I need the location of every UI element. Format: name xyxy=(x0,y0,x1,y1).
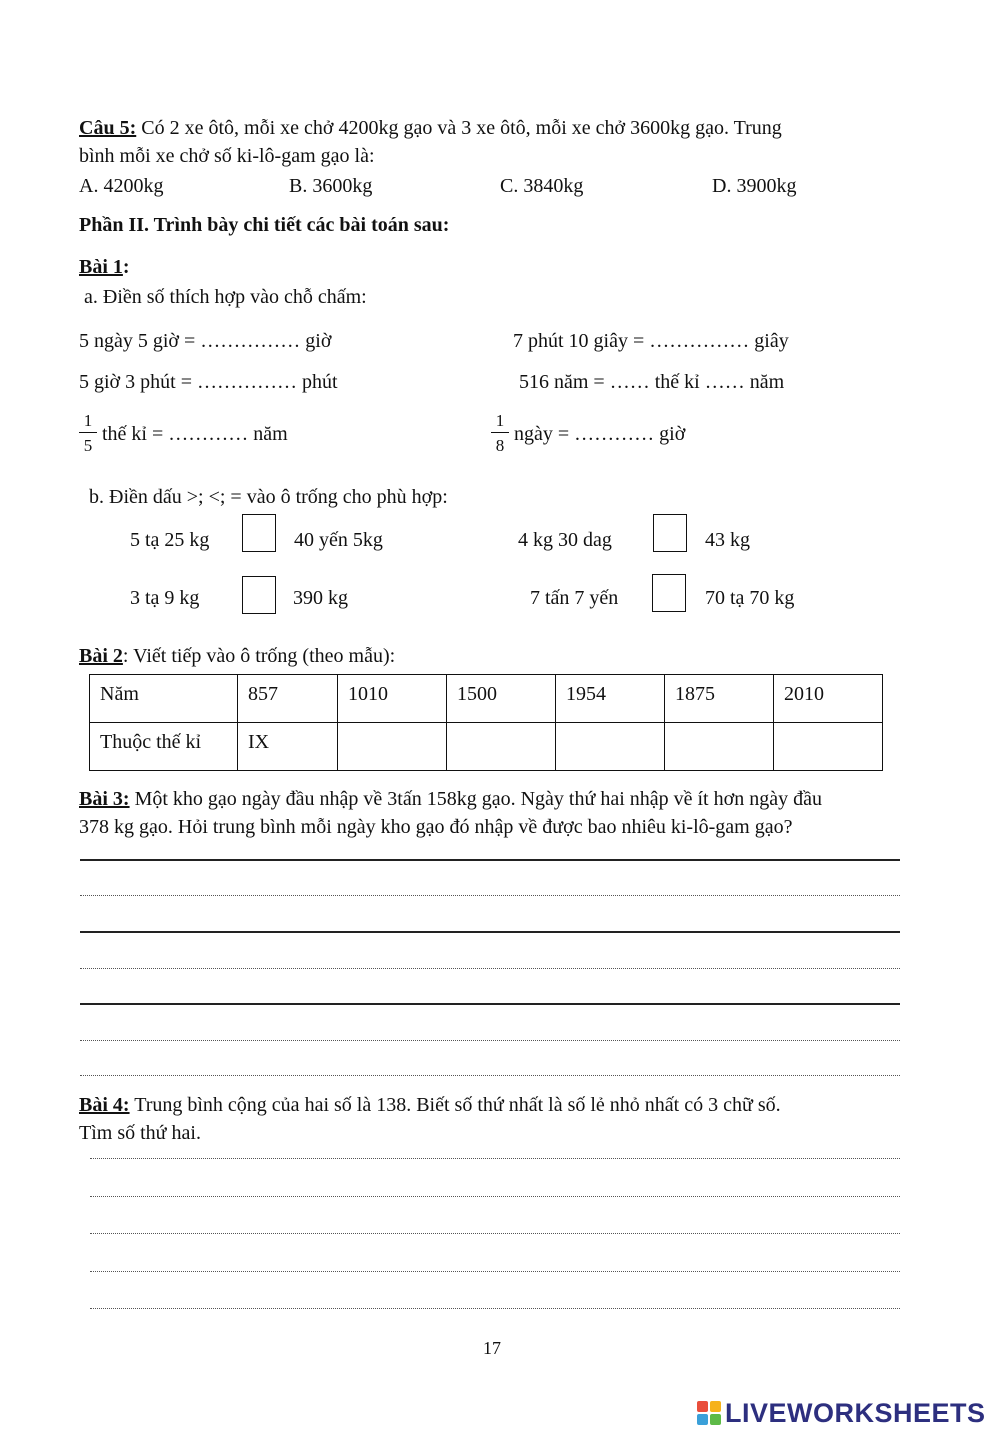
exercise-1b-instruction: b. Điền dấu >; <; = vào ô trống cho phù hợp: xyxy=(89,486,448,508)
compare-2-left: 4 kg 30 dag xyxy=(518,529,612,551)
fraction-one-eighth: $\frac{1}{8}$ xyxy=(491,412,509,454)
compare-1-answer-box[interactable] xyxy=(242,514,276,552)
fill-row-2-left[interactable]: 5 giờ 3 phút = …………… phút xyxy=(79,371,338,393)
answer-line[interactable] xyxy=(90,1271,900,1272)
fill-row-3-left[interactable]: thế kỉ = ………… năm xyxy=(102,423,288,445)
table-cell: Năm xyxy=(90,675,238,723)
table-answer-cell[interactable] xyxy=(447,723,556,771)
compare-1-left: 5 tạ 25 kg xyxy=(130,529,210,551)
compare-3-right: 390 kg xyxy=(293,587,348,609)
table-cell: 1010 xyxy=(338,675,447,723)
logo-text: LIVEWORKSHEETS xyxy=(725,1397,986,1428)
answer-line[interactable] xyxy=(80,1003,900,1005)
answer-line[interactable] xyxy=(80,968,900,969)
page-number: 17 xyxy=(483,1338,501,1358)
answer-line[interactable] xyxy=(90,1196,900,1197)
compare-2-answer-box[interactable] xyxy=(653,514,687,552)
compare-3-left: 3 tạ 9 kg xyxy=(130,587,200,609)
answer-line[interactable] xyxy=(90,1233,900,1234)
answer-line[interactable] xyxy=(80,931,900,933)
table-answer-cell[interactable] xyxy=(665,723,774,771)
compare-2-right: 43 kg xyxy=(705,529,750,551)
logo-block xyxy=(710,1414,721,1425)
option-a[interactable]: A. 4200kg xyxy=(79,175,164,197)
table-cell: 2010 xyxy=(774,675,883,723)
compare-4-right: 70 tạ 70 kg xyxy=(705,587,795,609)
compare-3-answer-box[interactable] xyxy=(242,576,276,614)
table-cell: 1500 xyxy=(447,675,556,723)
fill-row-2-right[interactable]: 516 năm = …… thế kỉ …… năm xyxy=(519,371,785,393)
question-5-line2: bình mỗi xe chở số ki-lô-gam gạo là: xyxy=(79,145,375,167)
question-5-line1: Câu 5: Có 2 xe ôtô, mỗi xe chở 4200kg gạo và 3 xe ôtô, mỗi xe chở 3600kg gạo. Trung xyxy=(79,117,782,139)
compare-1-right: 40 yến 5kg xyxy=(294,529,383,551)
table-row-century xyxy=(90,723,883,771)
fraction-one-fifth: $\frac{1}{5}$ xyxy=(79,412,97,454)
exercise-1a-instruction: a. Điền số thích hợp vào chỗ chấm: xyxy=(84,286,367,308)
option-d[interactable]: D. 3900kg xyxy=(712,175,797,197)
compare-4-answer-box[interactable] xyxy=(652,574,686,612)
table-answer-cell[interactable] xyxy=(338,723,447,771)
answer-line[interactable] xyxy=(80,895,900,896)
fill-row-1-left[interactable]: 5 ngày 5 giờ = …………… giờ xyxy=(79,330,332,352)
table-cell: 1875 xyxy=(665,675,774,723)
logo-block xyxy=(697,1414,708,1425)
exercise-1-heading: Bài 1: xyxy=(79,256,130,278)
exercise-3-line2: 378 kg gạo. Hỏi trung bình mỗi ngày kho gạo đó nhập về được bao nhiêu ki-lô-gam gạo? xyxy=(79,816,793,838)
question-5-label: Câu 5: xyxy=(79,117,137,139)
exercise-3-line1: Bài 3: Một kho gạo ngày đầu nhập về 3tấn 158kg gạo. Ngày thứ hai nhập về ít hơn ngày đầu xyxy=(79,788,822,810)
exercise-2-heading: Bài 2: Viết tiếp vào ô trống (theo mẫu): xyxy=(79,645,396,667)
table-cell: Thuộc thế kỉ xyxy=(90,723,238,771)
answer-line[interactable] xyxy=(80,1040,900,1041)
exercise-4-line1: Bài 4: Trung bình cộng của hai số là 138. Biết số thứ nhất là số lẻ nhỏ nhất có 3 chữ số. xyxy=(79,1094,781,1116)
century-table xyxy=(89,674,883,771)
compare-4-left: 7 tấn 7 yến xyxy=(530,587,619,609)
answer-line[interactable] xyxy=(80,859,900,861)
fill-row-3-right[interactable]: ngày = ………… giờ xyxy=(514,423,686,445)
table-cell: 1954 xyxy=(556,675,665,723)
fill-row-1-right[interactable]: 7 phút 10 giây = …………… giây xyxy=(513,330,789,352)
answer-line[interactable] xyxy=(80,1075,900,1076)
option-b[interactable]: B. 3600kg xyxy=(289,175,373,197)
table-cell: IX xyxy=(238,723,338,771)
option-c[interactable]: C. 3840kg xyxy=(500,175,584,197)
logo-block xyxy=(710,1401,721,1412)
logo-block xyxy=(697,1401,708,1412)
answer-line[interactable] xyxy=(90,1308,900,1309)
table-row-year xyxy=(90,675,883,723)
logo-blocks-icon xyxy=(697,1401,721,1425)
exercise-4-line2: Tìm số thứ hai. xyxy=(79,1122,201,1144)
part-2-title: Phần II. Trình bày chi tiết các bài toán sau: xyxy=(79,214,450,236)
answer-line[interactable] xyxy=(90,1158,900,1159)
liveworksheets-logo xyxy=(697,1396,986,1430)
table-answer-cell[interactable] xyxy=(774,723,883,771)
table-answer-cell[interactable] xyxy=(556,723,665,771)
table-cell: 857 xyxy=(238,675,338,723)
